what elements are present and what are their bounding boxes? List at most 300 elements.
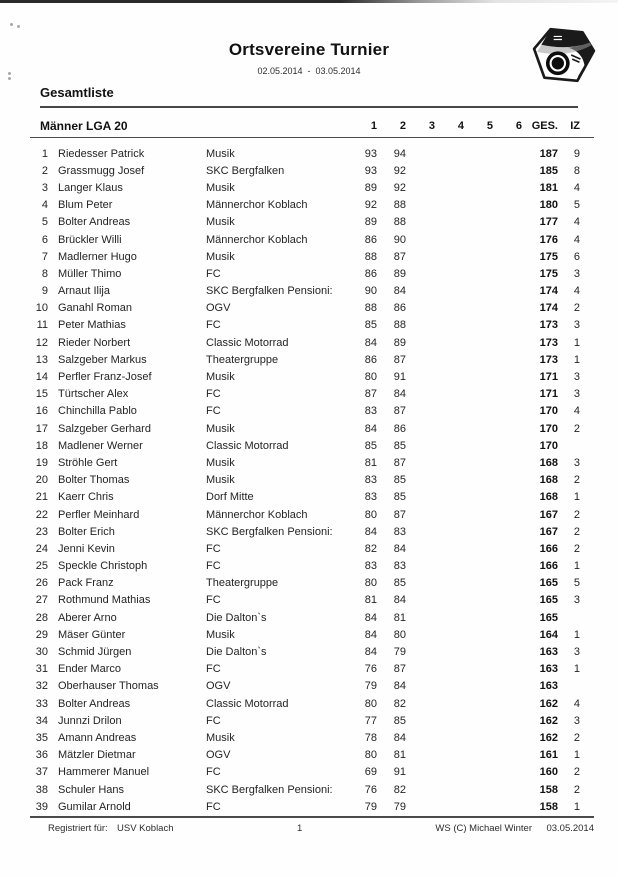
table-row bbox=[30, 265, 594, 282]
event-dates: 02.05.2014 - 03.05.2014 bbox=[257, 66, 361, 76]
score-round1-cell: 83 bbox=[364, 405, 377, 418]
total-cell: 163 bbox=[539, 646, 558, 659]
score-round1-cell: 84 bbox=[364, 628, 377, 641]
rank-cell: 36 bbox=[35, 749, 48, 762]
club-cell: FC bbox=[206, 388, 221, 401]
score-round1-cell: 84 bbox=[364, 611, 377, 624]
score-round2-cell: 85 bbox=[393, 577, 406, 590]
score-round1-cell: 84 bbox=[364, 422, 377, 435]
total-cell: 168 bbox=[539, 474, 558, 487]
table-row bbox=[30, 712, 594, 729]
table-row bbox=[30, 729, 594, 746]
table-row bbox=[30, 162, 594, 179]
total-cell: 168 bbox=[539, 491, 558, 504]
score-round1-cell: 86 bbox=[364, 233, 377, 246]
table-row bbox=[30, 334, 594, 351]
score-round2-cell: 92 bbox=[393, 181, 406, 194]
rank-cell: 10 bbox=[35, 302, 48, 315]
club-cell: Theatergruppe bbox=[206, 353, 279, 366]
table-row bbox=[30, 781, 594, 798]
rank-cell: 17 bbox=[35, 422, 48, 435]
registered-for-value: USV Koblach bbox=[117, 823, 174, 834]
total-cell: 174 bbox=[539, 285, 558, 298]
name-cell: Perfler Meinhard bbox=[58, 508, 140, 521]
rank-cell: 25 bbox=[35, 560, 48, 573]
name-cell: Langer Klaus bbox=[58, 181, 123, 194]
iz-cell: 2 bbox=[573, 474, 580, 487]
rank-cell: 7 bbox=[41, 250, 48, 263]
club-cell: Musik bbox=[206, 147, 235, 160]
name-cell: Grassmugg Josef bbox=[58, 164, 145, 177]
score-round2-cell: 86 bbox=[393, 302, 406, 315]
name-cell: Pack Franz bbox=[58, 577, 114, 590]
score-round1-cell: 84 bbox=[364, 336, 377, 349]
club-cell: Männerchor Koblach bbox=[206, 508, 308, 521]
col-header-round-3: 3 bbox=[428, 120, 435, 132]
club-cell: Musik bbox=[206, 250, 235, 263]
rank-cell: 15 bbox=[35, 388, 48, 401]
name-cell: Bolter Andreas bbox=[58, 697, 131, 710]
score-round2-cell: 79 bbox=[393, 800, 406, 813]
total-cell: 165 bbox=[539, 594, 558, 607]
col-header-round-5: 5 bbox=[486, 120, 493, 132]
score-round2-cell: 84 bbox=[393, 680, 406, 693]
rank-cell: 5 bbox=[41, 216, 48, 229]
name-cell: Blum Peter bbox=[58, 199, 113, 212]
total-cell: 165 bbox=[539, 611, 558, 624]
page-title: Ortsvereine Turnier bbox=[228, 40, 390, 59]
table-row bbox=[30, 540, 594, 557]
iz-cell: 4 bbox=[573, 216, 580, 229]
club-cell: FC bbox=[206, 319, 221, 332]
score-round2-cell: 88 bbox=[393, 216, 406, 229]
total-cell: 158 bbox=[539, 783, 558, 796]
rank-cell: 23 bbox=[35, 525, 48, 538]
club-cell: Dorf Mitte bbox=[206, 491, 254, 504]
iz-cell: 1 bbox=[573, 491, 580, 504]
results-table-body bbox=[30, 145, 594, 815]
score-round1-cell: 93 bbox=[364, 164, 377, 177]
score-round2-cell: 81 bbox=[393, 611, 406, 624]
col-header-round-2: 2 bbox=[399, 120, 406, 132]
total-cell: 173 bbox=[539, 336, 558, 349]
score-round2-cell: 85 bbox=[393, 714, 406, 727]
score-round1-cell: 82 bbox=[364, 542, 377, 555]
score-round2-cell: 79 bbox=[393, 646, 406, 659]
rank-cell: 9 bbox=[41, 285, 48, 298]
club-cell: Musik bbox=[206, 456, 235, 469]
score-round1-cell: 92 bbox=[364, 199, 377, 212]
iz-cell: 8 bbox=[573, 164, 580, 177]
name-cell: Ender Marco bbox=[58, 663, 121, 676]
score-round2-cell: 91 bbox=[393, 766, 406, 779]
score-round1-cell: 84 bbox=[364, 525, 377, 538]
score-round1-cell: 77 bbox=[364, 714, 377, 727]
software-credit: WS (C) Michael Winter bbox=[435, 823, 532, 834]
table-row bbox=[30, 420, 594, 437]
table-row bbox=[30, 283, 594, 300]
iz-cell: 3 bbox=[573, 714, 580, 727]
name-cell: Oberhauser Thomas bbox=[58, 680, 159, 693]
page-number: 1 bbox=[297, 823, 303, 834]
total-cell: 167 bbox=[539, 508, 558, 521]
col-header-round-6: 6 bbox=[515, 120, 522, 132]
score-round2-cell: 88 bbox=[393, 199, 406, 212]
total-cell: 174 bbox=[539, 302, 558, 315]
score-round2-cell: 90 bbox=[393, 233, 406, 246]
iz-cell: 3 bbox=[573, 456, 580, 469]
name-cell: Madlerner Hugo bbox=[58, 250, 137, 263]
total-cell: 170 bbox=[539, 405, 558, 418]
score-round1-cell: 80 bbox=[364, 577, 377, 590]
total-cell: 166 bbox=[539, 560, 558, 573]
score-round1-cell: 85 bbox=[364, 319, 377, 332]
iz-cell: 1 bbox=[573, 663, 580, 676]
iz-cell: 3 bbox=[573, 267, 580, 280]
iz-cell: 1 bbox=[573, 628, 580, 641]
table-row bbox=[30, 523, 594, 540]
total-cell: 162 bbox=[539, 731, 558, 744]
name-cell: Arnaut Ilija bbox=[58, 285, 110, 298]
score-round1-cell: 88 bbox=[364, 302, 377, 315]
rank-cell: 19 bbox=[35, 456, 48, 469]
table-row bbox=[30, 351, 594, 368]
iz-cell: 4 bbox=[573, 697, 580, 710]
iz-cell: 2 bbox=[573, 422, 580, 435]
iz-cell: 4 bbox=[573, 405, 580, 418]
score-round1-cell: 79 bbox=[364, 680, 377, 693]
rank-cell: 32 bbox=[35, 680, 48, 693]
total-cell: 176 bbox=[539, 233, 558, 246]
rank-cell: 3 bbox=[41, 181, 48, 194]
total-cell: 173 bbox=[539, 319, 558, 332]
name-cell: Jenni Kevin bbox=[58, 542, 115, 555]
name-cell: Brückler Willi bbox=[58, 233, 122, 246]
score-round2-cell: 87 bbox=[393, 405, 406, 418]
score-round1-cell: 80 bbox=[364, 749, 377, 762]
iz-cell: 3 bbox=[573, 388, 580, 401]
club-cell: Musik bbox=[206, 371, 235, 384]
name-cell: Rieder Norbert bbox=[58, 336, 131, 349]
total-cell: 173 bbox=[539, 353, 558, 366]
table-row bbox=[30, 197, 594, 214]
total-cell: 160 bbox=[539, 766, 558, 779]
rank-cell: 12 bbox=[35, 336, 48, 349]
score-round1-cell: 79 bbox=[364, 800, 377, 813]
footer-divider bbox=[30, 816, 594, 818]
club-cell: Musik bbox=[206, 474, 235, 487]
total-cell: 170 bbox=[539, 422, 558, 435]
total-cell: 171 bbox=[539, 371, 558, 384]
total-cell: 187 bbox=[539, 147, 558, 160]
score-round2-cell: 81 bbox=[393, 749, 406, 762]
name-cell: Peter Mathias bbox=[58, 319, 126, 332]
club-cell: FC bbox=[206, 663, 221, 676]
table-row bbox=[30, 661, 594, 678]
name-cell: Bolter Andreas bbox=[58, 216, 131, 229]
total-cell: 163 bbox=[539, 680, 558, 693]
total-cell: 163 bbox=[539, 663, 558, 676]
club-cell: Die Dalton`s bbox=[206, 646, 267, 659]
table-row bbox=[30, 317, 594, 334]
iz-cell: 1 bbox=[573, 560, 580, 573]
iz-cell: 1 bbox=[573, 336, 580, 349]
scan-speck bbox=[10, 23, 13, 26]
score-round1-cell: 83 bbox=[364, 491, 377, 504]
table-row bbox=[30, 403, 594, 420]
table-row bbox=[30, 454, 594, 471]
rank-cell: 30 bbox=[35, 646, 48, 659]
total-cell: 181 bbox=[539, 181, 558, 194]
club-cell: FC bbox=[206, 594, 221, 607]
score-round2-cell: 91 bbox=[393, 371, 406, 384]
iz-cell: 4 bbox=[573, 181, 580, 194]
name-cell: Hammerer Manuel bbox=[58, 766, 150, 779]
iz-cell: 4 bbox=[573, 233, 580, 246]
score-round2-cell: 87 bbox=[393, 508, 406, 521]
total-cell: 158 bbox=[539, 800, 558, 813]
score-round2-cell: 94 bbox=[393, 147, 406, 160]
table-row bbox=[30, 798, 594, 815]
club-cell: FC bbox=[206, 800, 221, 813]
total-cell: 185 bbox=[539, 164, 558, 177]
col-header-total: GES. bbox=[531, 120, 558, 132]
rank-cell: 29 bbox=[35, 628, 48, 641]
club-cell: SKC Bergfalken Pensioni: bbox=[206, 525, 333, 538]
score-round1-cell: 81 bbox=[364, 456, 377, 469]
name-cell: Schmid Jürgen bbox=[58, 646, 132, 659]
rank-cell: 2 bbox=[41, 164, 48, 177]
total-cell: 166 bbox=[539, 542, 558, 555]
club-cell: Theatergruppe bbox=[206, 577, 279, 590]
score-round2-cell: 80 bbox=[393, 628, 406, 641]
iz-cell: 3 bbox=[573, 646, 580, 659]
rank-cell: 31 bbox=[35, 663, 48, 676]
club-cell: Musik bbox=[206, 181, 235, 194]
club-cell: Musik bbox=[206, 422, 235, 435]
club-cell: FC bbox=[206, 405, 221, 418]
score-round2-cell: 87 bbox=[393, 353, 406, 366]
iz-cell: 3 bbox=[573, 319, 580, 332]
club-cell: FC bbox=[206, 267, 221, 280]
rank-cell: 1 bbox=[41, 147, 48, 160]
score-round1-cell: 86 bbox=[364, 267, 377, 280]
iz-cell: 2 bbox=[573, 302, 580, 315]
score-round1-cell: 80 bbox=[364, 697, 377, 710]
total-cell: 177 bbox=[539, 216, 558, 229]
name-cell: Türtscher Alex bbox=[58, 388, 129, 401]
iz-cell: 5 bbox=[573, 199, 580, 212]
rank-cell: 4 bbox=[41, 199, 48, 212]
rank-cell: 38 bbox=[35, 783, 48, 796]
score-round2-cell: 84 bbox=[393, 594, 406, 607]
rank-cell: 33 bbox=[35, 697, 48, 710]
table-row bbox=[30, 145, 594, 162]
table-row bbox=[30, 558, 594, 575]
club-cell: SKC Bergfalken Pensioni: bbox=[206, 285, 333, 298]
score-round1-cell: 76 bbox=[364, 663, 377, 676]
rank-cell: 37 bbox=[35, 766, 48, 779]
name-cell: Amann Andreas bbox=[58, 731, 137, 744]
results-table bbox=[30, 119, 594, 815]
score-round2-cell: 82 bbox=[393, 697, 406, 710]
table-row bbox=[30, 300, 594, 317]
score-round2-cell: 85 bbox=[393, 439, 406, 452]
table-row bbox=[30, 592, 594, 609]
score-round1-cell: 80 bbox=[364, 371, 377, 384]
rank-cell: 39 bbox=[35, 800, 48, 813]
total-cell: 162 bbox=[539, 697, 558, 710]
table-row bbox=[30, 643, 594, 660]
rank-cell: 26 bbox=[35, 577, 48, 590]
rank-cell: 6 bbox=[41, 233, 48, 246]
score-round1-cell: 93 bbox=[364, 147, 377, 160]
score-round2-cell: 86 bbox=[393, 422, 406, 435]
total-cell: 167 bbox=[539, 525, 558, 538]
col-header-round-1: 1 bbox=[370, 120, 377, 132]
total-cell: 168 bbox=[539, 456, 558, 469]
iz-cell: 2 bbox=[573, 508, 580, 521]
table-row bbox=[30, 368, 594, 385]
name-cell: Bolter Thomas bbox=[58, 474, 130, 487]
name-cell: Aberer Arno bbox=[58, 611, 117, 624]
iz-cell: 4 bbox=[573, 285, 580, 298]
col-header-round-4: 4 bbox=[457, 120, 464, 132]
score-round1-cell: 81 bbox=[364, 594, 377, 607]
rank-cell: 16 bbox=[35, 405, 48, 418]
score-round2-cell: 85 bbox=[393, 491, 406, 504]
iz-cell: 2 bbox=[573, 525, 580, 538]
iz-cell: 2 bbox=[573, 783, 580, 796]
score-round2-cell: 89 bbox=[393, 336, 406, 349]
score-round1-cell: 84 bbox=[364, 646, 377, 659]
rank-cell: 28 bbox=[35, 611, 48, 624]
name-cell: Riedesser Patrick bbox=[58, 147, 145, 160]
iz-cell: 2 bbox=[573, 766, 580, 779]
iz-cell: 5 bbox=[573, 577, 580, 590]
name-cell: Gumilar Arnold bbox=[58, 800, 131, 813]
name-cell: Perfler Franz-Josef bbox=[58, 371, 152, 384]
score-round2-cell: 84 bbox=[393, 388, 406, 401]
table-row bbox=[30, 609, 594, 626]
name-cell: Schuler Hans bbox=[58, 783, 125, 796]
rank-cell: 11 bbox=[36, 319, 48, 332]
rank-cell: 34 bbox=[35, 714, 48, 727]
table-row bbox=[30, 678, 594, 695]
club-cell: FC bbox=[206, 766, 221, 779]
score-round2-cell: 84 bbox=[393, 731, 406, 744]
score-round2-cell: 85 bbox=[393, 474, 406, 487]
score-round2-cell: 92 bbox=[393, 164, 406, 177]
name-cell: Mäser Günter bbox=[58, 628, 126, 641]
club-cell: Musik bbox=[206, 216, 235, 229]
club-cell: SKC Bergfalken bbox=[206, 164, 285, 177]
score-round1-cell: 76 bbox=[364, 783, 377, 796]
score-round2-cell: 84 bbox=[393, 542, 406, 555]
table-row bbox=[30, 489, 594, 506]
table-row bbox=[30, 231, 594, 248]
table-row bbox=[30, 764, 594, 781]
score-round2-cell: 88 bbox=[393, 319, 406, 332]
club-cell: Musik bbox=[206, 628, 235, 641]
scan-speck bbox=[17, 25, 20, 28]
score-round1-cell: 89 bbox=[364, 216, 377, 229]
table-row bbox=[30, 437, 594, 454]
club-cell: SKC Bergfalken Pensioni: bbox=[206, 783, 333, 796]
rank-cell: 21 bbox=[35, 491, 48, 504]
score-round2-cell: 82 bbox=[393, 783, 406, 796]
results-table-header bbox=[30, 119, 594, 138]
table-row bbox=[30, 248, 594, 265]
score-round1-cell: 87 bbox=[364, 388, 377, 401]
club-cell: FC bbox=[206, 560, 221, 573]
name-cell: Kaerr Chris bbox=[58, 491, 114, 504]
scan-artifact-top-bar bbox=[0, 0, 618, 3]
iz-cell: 1 bbox=[573, 800, 580, 813]
iz-cell: 2 bbox=[573, 731, 580, 744]
score-round2-cell: 83 bbox=[393, 560, 406, 573]
score-round1-cell: 85 bbox=[364, 439, 377, 452]
table-row bbox=[30, 506, 594, 523]
name-cell: Chinchilla Pablo bbox=[58, 405, 137, 418]
club-cell: Classic Motorrad bbox=[206, 697, 289, 710]
name-cell: Müller Thimo bbox=[58, 267, 122, 280]
score-round1-cell: 88 bbox=[364, 250, 377, 263]
rank-cell: 35 bbox=[35, 731, 48, 744]
table-row bbox=[30, 179, 594, 196]
table-row bbox=[30, 747, 594, 764]
rank-cell: 24 bbox=[35, 542, 48, 555]
page-footer bbox=[0, 823, 618, 839]
table-row bbox=[30, 575, 594, 592]
total-cell: 162 bbox=[539, 714, 558, 727]
rank-cell: 18 bbox=[35, 439, 48, 452]
total-cell: 175 bbox=[539, 250, 558, 263]
club-cell: OGV bbox=[206, 680, 231, 693]
name-cell: Rothmund Mathias bbox=[58, 594, 151, 607]
total-cell: 170 bbox=[539, 439, 558, 452]
club-cell: Männerchor Koblach bbox=[206, 233, 308, 246]
name-cell: Salzgeber Gerhard bbox=[58, 422, 151, 435]
name-cell: Ströhle Gert bbox=[58, 456, 118, 469]
group-label: Männer LGA 20 bbox=[40, 119, 128, 133]
iz-cell: 2 bbox=[573, 542, 580, 555]
iz-cell: 1 bbox=[573, 353, 580, 366]
rank-cell: 22 bbox=[35, 508, 48, 521]
score-round2-cell: 87 bbox=[393, 456, 406, 469]
club-hexagon-logo-icon bbox=[531, 26, 597, 84]
table-row bbox=[30, 214, 594, 231]
rank-cell: 27 bbox=[35, 594, 48, 607]
club-cell: Die Dalton`s bbox=[206, 611, 267, 624]
name-cell: Salzgeber Markus bbox=[58, 353, 147, 366]
iz-cell: 9 bbox=[573, 147, 580, 160]
iz-cell: 3 bbox=[573, 371, 580, 384]
print-date: 03.05.2014 bbox=[546, 823, 594, 834]
table-row bbox=[30, 386, 594, 403]
score-round1-cell: 89 bbox=[364, 181, 377, 194]
scan-speck bbox=[8, 77, 11, 80]
total-cell: 164 bbox=[539, 628, 558, 641]
total-cell: 161 bbox=[539, 749, 558, 762]
score-round1-cell: 83 bbox=[364, 560, 377, 573]
score-round1-cell: 90 bbox=[364, 285, 377, 298]
club-cell: OGV bbox=[206, 749, 231, 762]
score-round1-cell: 78 bbox=[364, 731, 377, 744]
score-round2-cell: 87 bbox=[393, 663, 406, 676]
club-cell: OGV bbox=[206, 302, 231, 315]
score-round1-cell: 80 bbox=[364, 508, 377, 521]
